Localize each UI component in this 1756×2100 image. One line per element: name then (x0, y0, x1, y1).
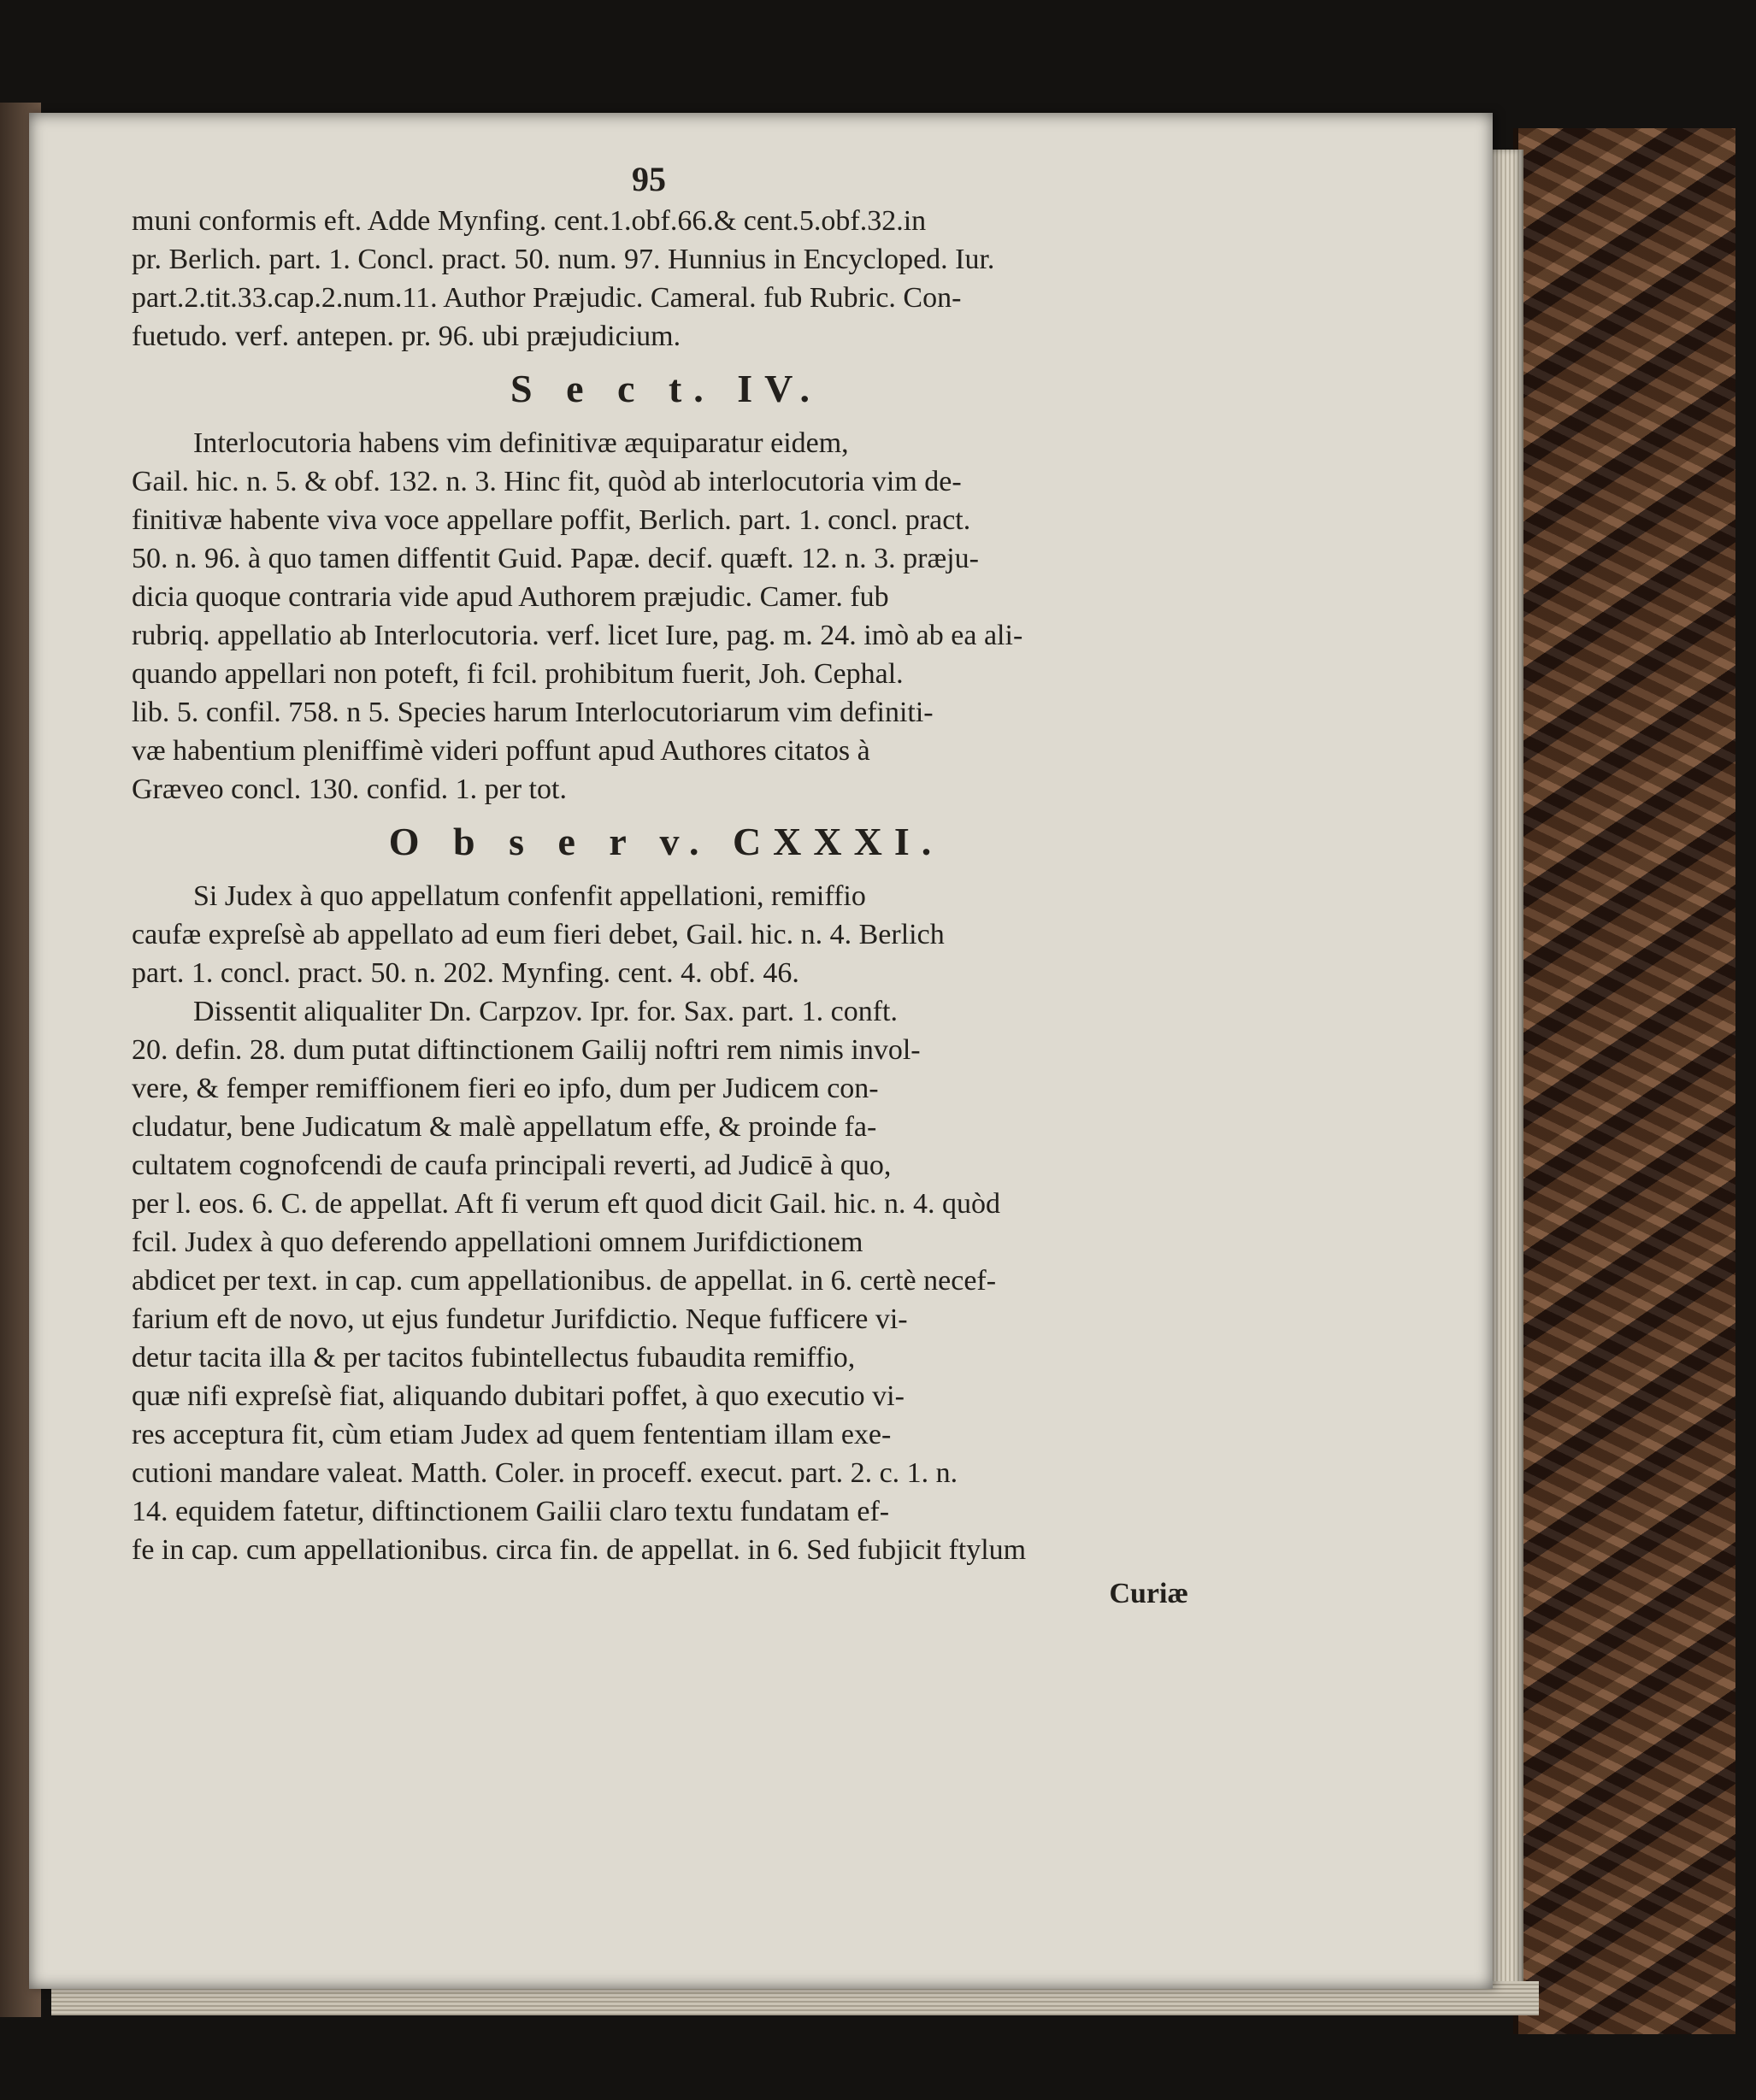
text-block (132, 161, 1200, 1613)
text-line: pr. Berlich. part. 1. Concl. pract. 50. num. 97. Hunnius in Encycloped. Iur. (132, 244, 995, 275)
observation-paragraph-1 (132, 877, 1200, 992)
text-line: fuetudo. verf. antepen. pr. 96. ubi præjudicium. (132, 321, 681, 352)
text-line: dicia quoque contraria vide apud Authorem præjudic. Camer. fub (132, 581, 889, 613)
section-paragraph (132, 424, 1200, 809)
text-line: fcil. Judex à quo deferendo appellationi omnem Jurifdictionem (132, 1226, 863, 1258)
text-line: Si Judex à quo appellatum confenfit appellationi, remiffio (193, 880, 866, 912)
text-line: finitivæ habente viva voce appellare poffit, Berlich. part. 1. concl. pract. (132, 504, 971, 536)
text-line: res acceptura fit, cùm etiam Judex ad quem fententiam illam exe- (132, 1419, 892, 1450)
text-line: vere, & femper remiffionem fieri eo ipfo, dum per Judicem con- (132, 1073, 879, 1104)
text-line: Dissentit aliqualiter Dn. Carpzov. Ipr. for. Sax. part. 1. conft. (193, 996, 899, 1027)
page-number: 95 (632, 160, 666, 198)
text-line: lib. 5. confil. 758. n 5. Species harum Interlocutoriarum vim definiti- (132, 697, 934, 728)
text-line: part.2.tit.33.cap.2.num.11. Author Præjudic. Cameral. fub Rubric. Con- (132, 282, 962, 314)
text-line: Gail. hic. n. 5. & obf. 132. n. 3. Hinc fit, quòd ab interlocutoria vim de- (132, 466, 962, 497)
text-line: cludatur, bene Judicatum & malè appellatum effe, & proinde fa- (132, 1111, 877, 1143)
text-line: rubriq. appellatio ab Interlocutoria. verf. licet Iure, pag. m. 24. imò ab ea ali- (132, 620, 1023, 651)
text-line: farium eft de novo, ut ejus fundetur Jurifdictio. Neque fufficere vi- (132, 1303, 908, 1335)
text-line: abdicet per text. in cap. cum appellationibus. de appellat. in 6. certè necef- (132, 1265, 997, 1297)
book-page (29, 113, 1493, 1989)
text-line: væ habentium pleniffimè videri poffunt apud Authores citatos à (132, 735, 870, 767)
text-line: muni conformis eft. Adde Mynfing. cent.1.obf.66.& cent.5.obf.32.in (132, 205, 927, 237)
text-line: Græveo concl. 130. confid. 1. per tot. (132, 774, 567, 805)
text-line: 14. equidem fatetur, diftinctionem Gailii claro textu fundatam ef- (132, 1496, 890, 1527)
observation-heading: O b s e r v. CXXXI. (388, 820, 944, 863)
text-line: detur tacita illa & per tacitos fubintellectus fubaudita remiffio, (132, 1342, 856, 1374)
text-line: quando appellari non poteft, fi fcil. prohibitum fuerit, Joh. Cephal. (132, 658, 904, 690)
text-line: 20. defin. 28. dum putat diftinctionem Gailij noftri rem nimis invol- (132, 1034, 921, 1066)
text-line: 50. n. 96. à quo tamen diffentit Guid. Papæ. decif. quæft. 12. n. 3. præju- (132, 543, 979, 574)
text-line: Interlocutoria habens vim definitivæ æquiparatur eidem, (193, 427, 849, 459)
text-line: caufæ expreſsè ab appellato ad eum fieri debet, Gail. hic. n. 4. Berlich (132, 919, 945, 950)
book-cover-right (1513, 128, 1735, 2034)
catchword: Curiæ (1109, 1578, 1188, 1609)
text-line: per l. eos. 6. C. de appellat. Aft fi verum eft quod dicit Gail. hic. n. 4. quòd (132, 1188, 1000, 1220)
text-line: quæ nifi expreſsè fiat, aliquando dubitari poffet, à quo executio vi- (132, 1380, 905, 1412)
text-line: part. 1. concl. pract. 50. n. 202. Mynfing. cent. 4. obf. 46. (132, 957, 799, 989)
intro-paragraph (132, 202, 1200, 356)
page-edges-right (1489, 150, 1523, 1996)
section-heading: S e c t. IV. (510, 367, 822, 410)
text-line: cultatem cognofcendi de caufa principali reverti, ad Judicē à quo, (132, 1150, 892, 1181)
text-line: fe in cap. cum appellationibus. circa fin. de appellat. in 6. Sed fubjicit ftylum (132, 1534, 1027, 1566)
text-line: cutioni mandare valeat. Matth. Coler. in proceff. execut. part. 2. c. 1. n. (132, 1457, 958, 1489)
observation-paragraph-2 (132, 992, 1200, 1569)
